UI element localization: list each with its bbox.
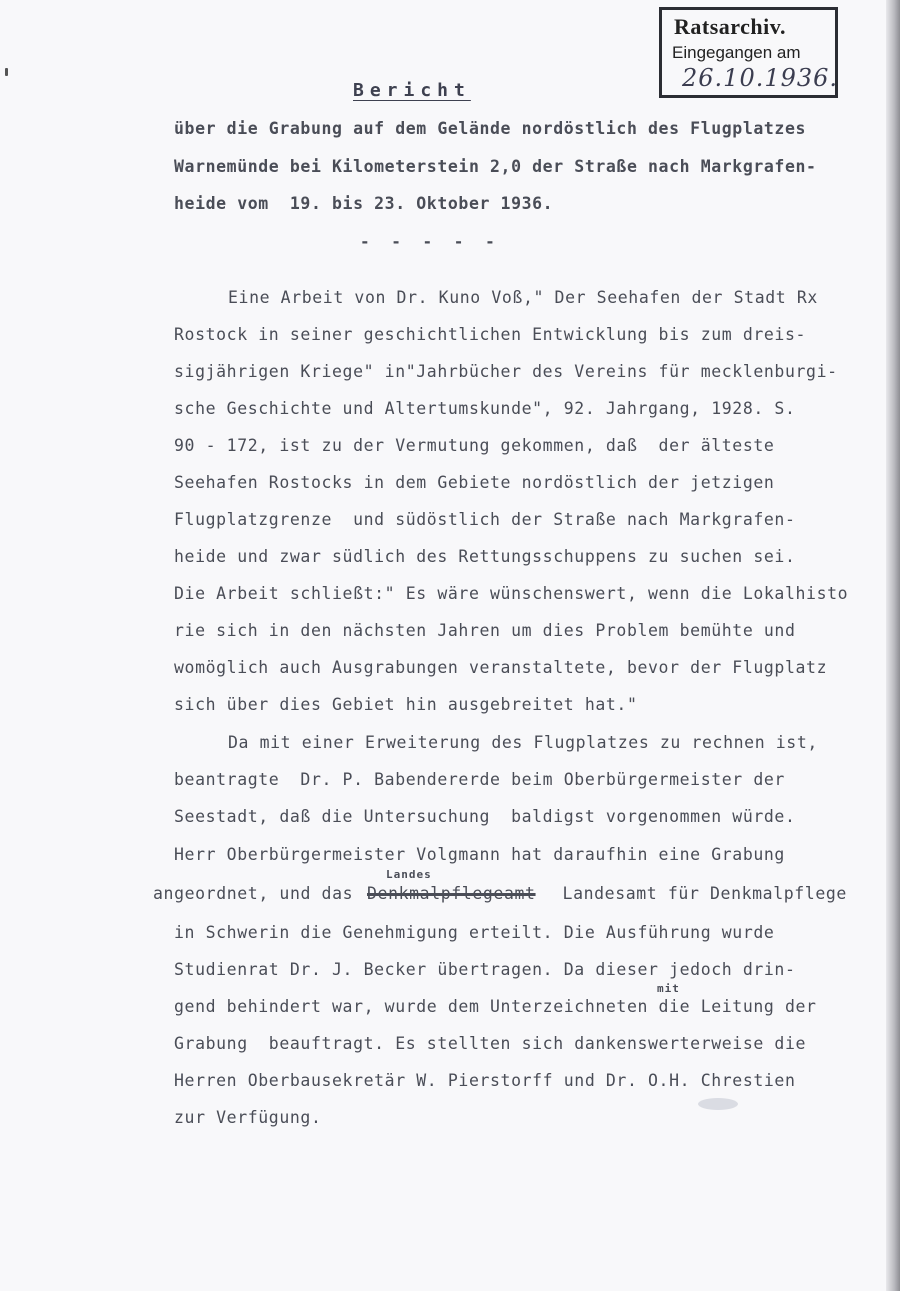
body-line: Landesamt für Denkmalpflege [552,884,847,903]
body-line: sche Geschichte und Altertumskunde", 92. Jahrgang, 1928. S. [174,399,796,418]
body-line: Rostock in seiner geschichtlichen Entwicklung bis zum dreis- [174,325,807,344]
stamp-title: Ratsarchiv. [674,14,787,39]
body-line: Die Arbeit schließt:" Es wäre wünschenswert, wenn die Lokalhisto [174,584,849,603]
body-line: Herren Oberbausekretär W. Pierstorff und Dr. O.H. Chrestien [174,1071,796,1090]
body-line: 90 - 172, ist zu der Vermutung gekommen, daß der älteste [174,436,775,455]
body-line: sigjährigen Kriege" in"Jahrbücher des Vereins für mecklenburgi- [174,362,838,381]
stamp-subtitle: Eingegangen am [672,43,801,62]
body-line: womöglich auch Ausgrabungen veranstaltete, bevor der Flugplatz [174,658,828,677]
ink-speck [5,68,8,76]
heading-line: heide vom 19. bis 23. Oktober 1936. [174,194,554,213]
body-line: Da mit einer Erweiterung des Flugplatzes zu rechnen ist, [228,733,818,752]
body-line: sich über dies Gebiet hin ausgebreitet hat." [174,695,638,714]
struck-text: Denkmalpflegeamt [367,884,536,903]
body-line: zur Verfügung. [174,1108,322,1127]
body-line: Grabung beauftragt. Es stellten sich dankenswerterweise die [174,1034,807,1053]
body-line: angeordnet, und das [153,884,364,903]
correction-insert: mit [657,982,680,995]
heading-line: über die Grabung auf dem Gelände nordöstlich des Flugplatzes [174,119,807,138]
ink-smudge [698,1098,738,1110]
body-line: Flugplatzgrenze und südöstlich der Straße nach Markgrafen- [174,510,796,529]
body-line: Seehafen Rostocks in dem Gebiete nordöstlich der jetzigen [174,473,775,492]
page-edge [886,0,900,1291]
correction-insert: Landes [386,868,432,881]
body-line: beantragte Dr. P. Babendererde beim Oberbürgermeister der [174,770,785,789]
body-line: gend behindert war, wurde dem Unterzeichneten die Leitung der [174,997,817,1016]
body-line: Studienrat Dr. J. Becker übertragen. Da dieser jedoch drin- [174,960,796,979]
body-line: Herr Oberbürgermeister Volgmann hat daraufhin eine Grabung [174,845,785,864]
report-title: Bericht [353,80,471,101]
body-line: Seestadt, daß die Untersuchung baldigst vorgenommen würde. [174,807,796,826]
heading-line: Warnemünde bei Kilometerstein 2,0 der Straße nach Markgrafen- [174,157,817,176]
body-line: heide und zwar südlich des Rettungsschuppens zu suchen sei. [174,547,796,566]
stamp-date: 26.10.1936. [682,64,839,92]
body-line: Eine Arbeit von Dr. Kuno Voß," Der Seehafen der Stadt Rx [228,288,818,307]
archive-stamp [659,7,838,98]
separator: - - - - - [360,232,501,251]
body-line: rie sich in den nächsten Jahren um dies Problem bemühte und [174,621,796,640]
body-line: in Schwerin die Genehmigung erteilt. Die Ausführung wurde [174,923,775,942]
